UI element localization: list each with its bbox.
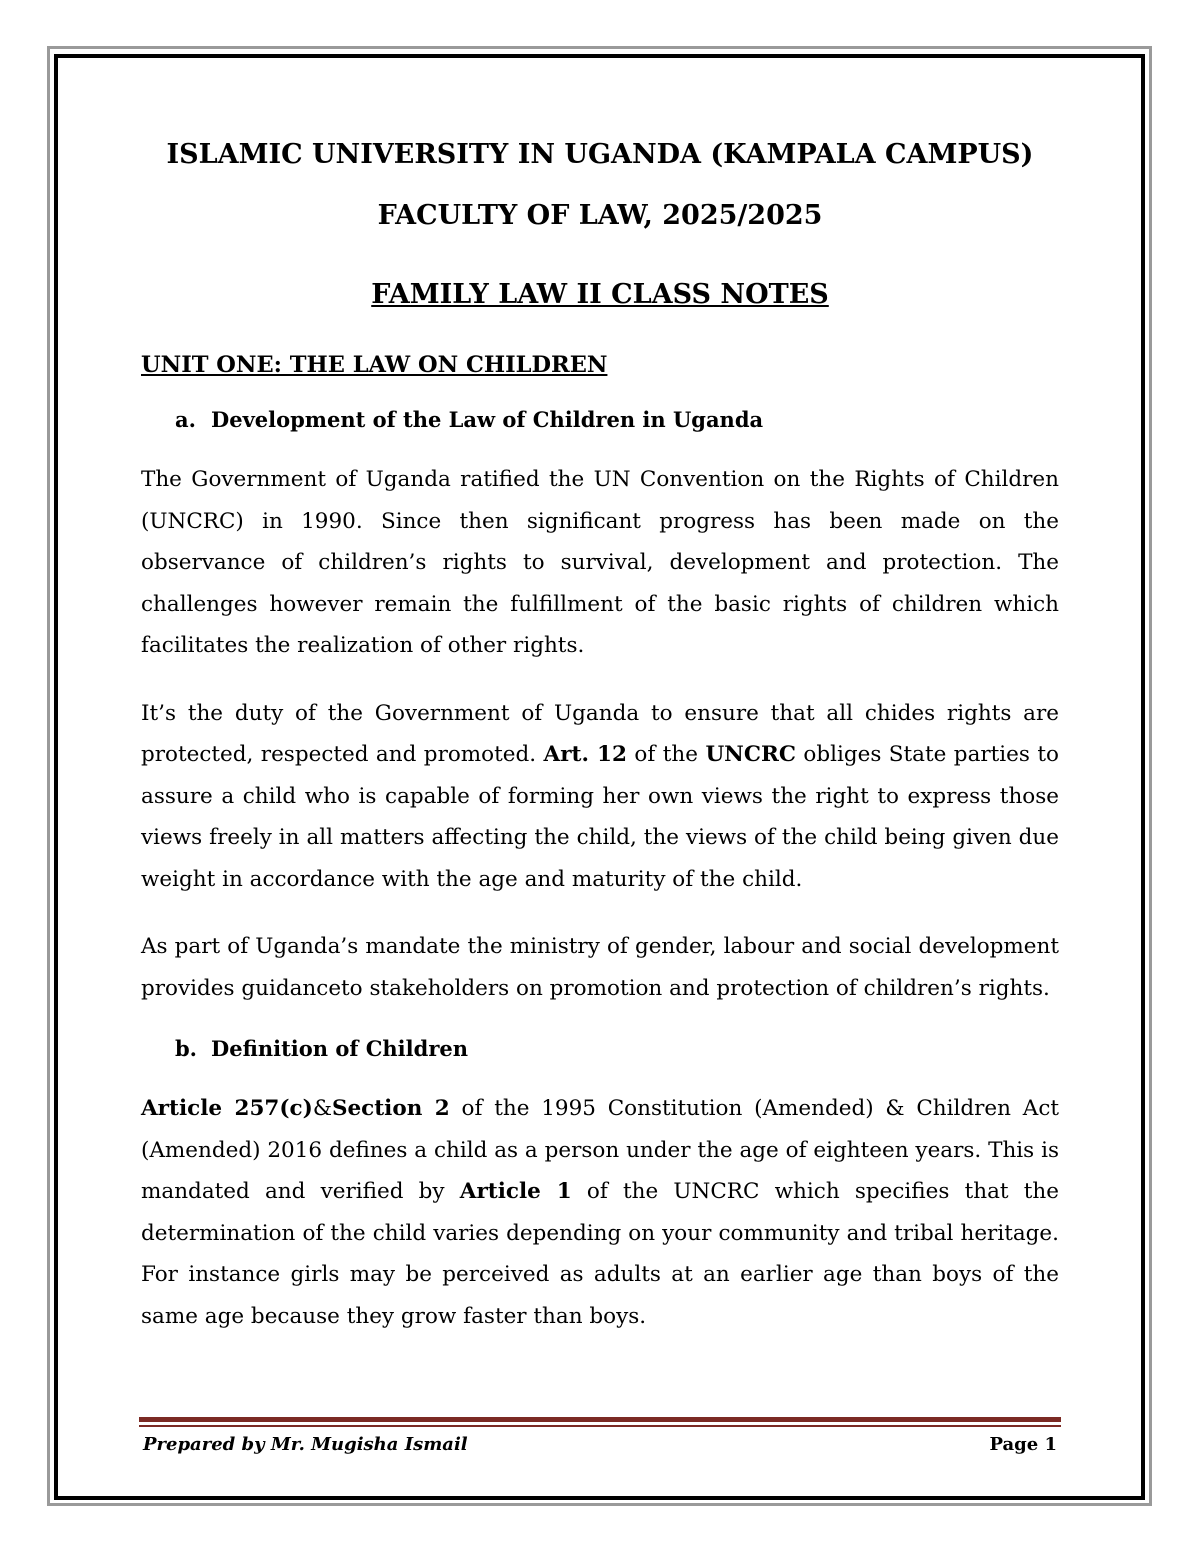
university-heading: ISLAMIC UNIVERSITY IN UGANDA (KAMPALA CAMPUS) (166, 139, 1034, 170)
section-b-label: b. (175, 1036, 197, 1061)
footer-page-number: Page 1 (989, 1434, 1057, 1455)
section-b-heading (141, 1034, 1059, 1064)
section-a-paragraph-3: As part of Uganda’s mandate the ministry of gender, labour and social development provides guidanceto stakeholders on promotion and protection of children’s rights. (141, 934, 1059, 1001)
section-a-paragraph-1: The Government of Uganda ratified the UN Convention on the Rights of Children (UNCRC) in 1990. Since then significant progress has been made on the observance of children’s rights to survival, development and protection. The challenges however remain the fulfillment of the basic rights of children which facilitates the realization of other rights. (141, 467, 1059, 658)
section-a-title: Development of the Law of Children in Uganda (211, 407, 764, 432)
citation-uncrc: UNCRC (705, 742, 796, 767)
footer-author: Prepared by Mr. Mugisha Ismail (143, 1434, 468, 1455)
text-run: of the 1995 Constitution (Amended) & Children Act (Amended) 2016 defines a child as a person under the age of eighteen years. This is mandated and verified by (141, 1096, 1059, 1204)
text-run: & (312, 1096, 332, 1121)
section-b-title: Definition of Children (211, 1036, 469, 1061)
unit-title: UNIT ONE: THE LAW ON CHILDREN (141, 352, 608, 378)
section-a-label: a. (175, 407, 196, 432)
text-run: of the (626, 742, 706, 767)
text-run: obliges State parties to assure a child who is capable of forming her own views the right to express those views freely in all matters affecting the child, the views of the child being given due weight in accordance with the age and maturity of the child. (141, 742, 1059, 892)
citation-article-1: Article 1 (459, 1179, 572, 1204)
citation-art-12: Art. 12 (543, 742, 627, 767)
faculty-heading: FACULTY OF LAW, 2025/2025 (377, 200, 823, 231)
footer-rule-thick (139, 1417, 1061, 1422)
section-a-paragraph-2 (141, 693, 1059, 901)
section-a-heading (141, 405, 1059, 435)
text-run: of the UNCRC which specifies that the determination of the child varies depending on your community and tribal heritage. For instance girls may be perceived as adults at an earlier age than boys of the same age because they grow faster than boys. (141, 1179, 1059, 1329)
text-run: It’s the duty of the Government of Uganda to ensure that all chides rights are protected, respected and promoted. (141, 700, 1059, 767)
footer-rule-thin (139, 1425, 1061, 1427)
course-title: FAMILY LAW II CLASS NOTES (371, 279, 829, 310)
section-b-paragraph-1 (141, 1088, 1059, 1337)
document-body (141, 138, 1059, 1337)
citation-section-2: Section 2 (331, 1096, 450, 1121)
citation-article-257c: Article 257(c) (141, 1096, 313, 1121)
